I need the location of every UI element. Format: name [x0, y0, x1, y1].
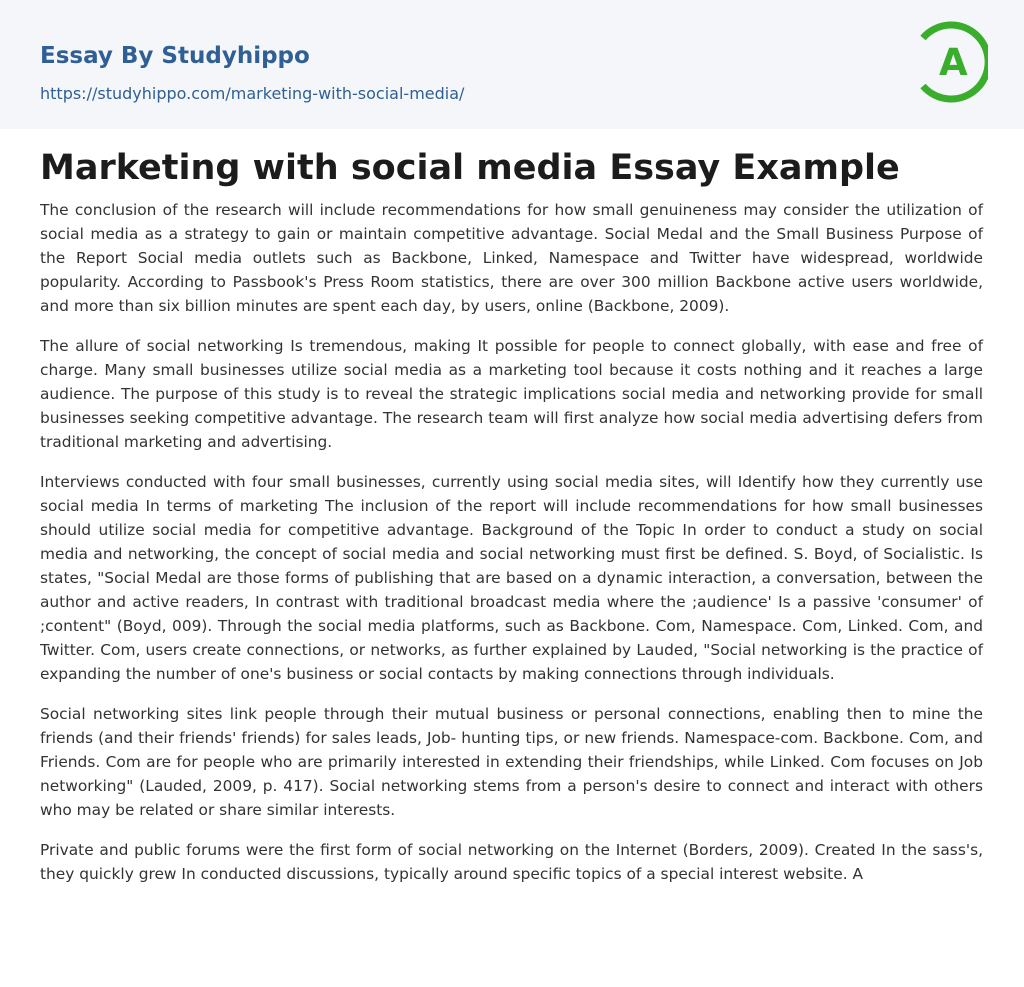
logo-letter: A [939, 41, 968, 84]
article [40, 142, 983, 902]
site-name[interactable]: Essay By Studyhippo [40, 43, 310, 69]
article-paragraph-5: Private and public forums were the first form of social networking on the Internet (Borders, 2009). Created In the sass's, they quickly grew In conducted discussions, typically around specific topics of a special interest website. A [40, 841, 983, 883]
article-paragraph-4: Social networking sites link people through their mutual business or personal connections, enabling then to mine the friends (and their friends' friends) for sales leads, Job- hunting tips, or new friends. Namespace-com. Backbone. Com, and Friends. Com are for people who are primarily interested in extending their friendships, while Linked. Com focuses on Job networking" (Lauded, 2009, p. 417). Social networking stems from a person's desire to connect and interact with others who may be related or share similar interests. [40, 705, 983, 819]
article-paragraph-2: The allure of social networking Is tremendous, making It possible for people to connect globally, with ease and free of charge. Many small businesses utilize social media as a marketing tool because it costs nothing and it reaches a large audience. The purpose of this study is to reveal the strategic implications social media and networking provide for small businesses seeking competitive advantage. The research team will first analyze how social media advertising defers from traditional marketing and advertising. [40, 337, 983, 451]
article-paragraph-3: Interviews conducted with four small businesses, currently using social media sites, will Identify how they currently use social media In terms of marketing The inclusion of the report will include recommendations for how small businesses should utilize social media for competitive advantage. Background of the Topic In order to conduct a study on social media and networking, the concept of social media and social networking must first be defined. S. Boyd, of Socialistic. Is states, "Social Medal are those forms of publishing that are based on a dynamic interaction, a conversation, between the author and active readers, In contrast with traditional broadcast media where the ;audience' Is a passive 'consumer' of ;content" (Boyd, 009). Through the social media platforms, such as Backbone. Com, Namespace. Com, Linked. Com, and Twitter. Com, users create connections, or networks, as further explained by Lauded, "Social networking is the practice of expanding the number of one's business or social contacts by making connections through individuals. [40, 473, 983, 683]
article-title: Marketing with social media Essay Example [40, 148, 900, 188]
site-header [0, 0, 1024, 129]
page-url-link[interactable]: https://studyhippo.com/marketing-with-social-media/ [40, 84, 465, 103]
article-paragraph-1: The conclusion of the research will include recommendations for how small genuineness may consider the utilization of social media as a strategy to gain or maintain competitive advantage. Social Medal and the Small Business Purpose of the Report Social media outlets such as Backbone, Linked, Namespace and Twitter have widespread, worldwide popularity. According to Passbook's Press Room statistics, there are over 300 million Backbone active users worldwide, and more than six billion minutes are spent each day, by users, online (Backbone, 2009). [40, 201, 983, 315]
logo-ring-icon [912, 18, 988, 106]
studyhippo-logo-icon[interactable] [912, 18, 988, 106]
